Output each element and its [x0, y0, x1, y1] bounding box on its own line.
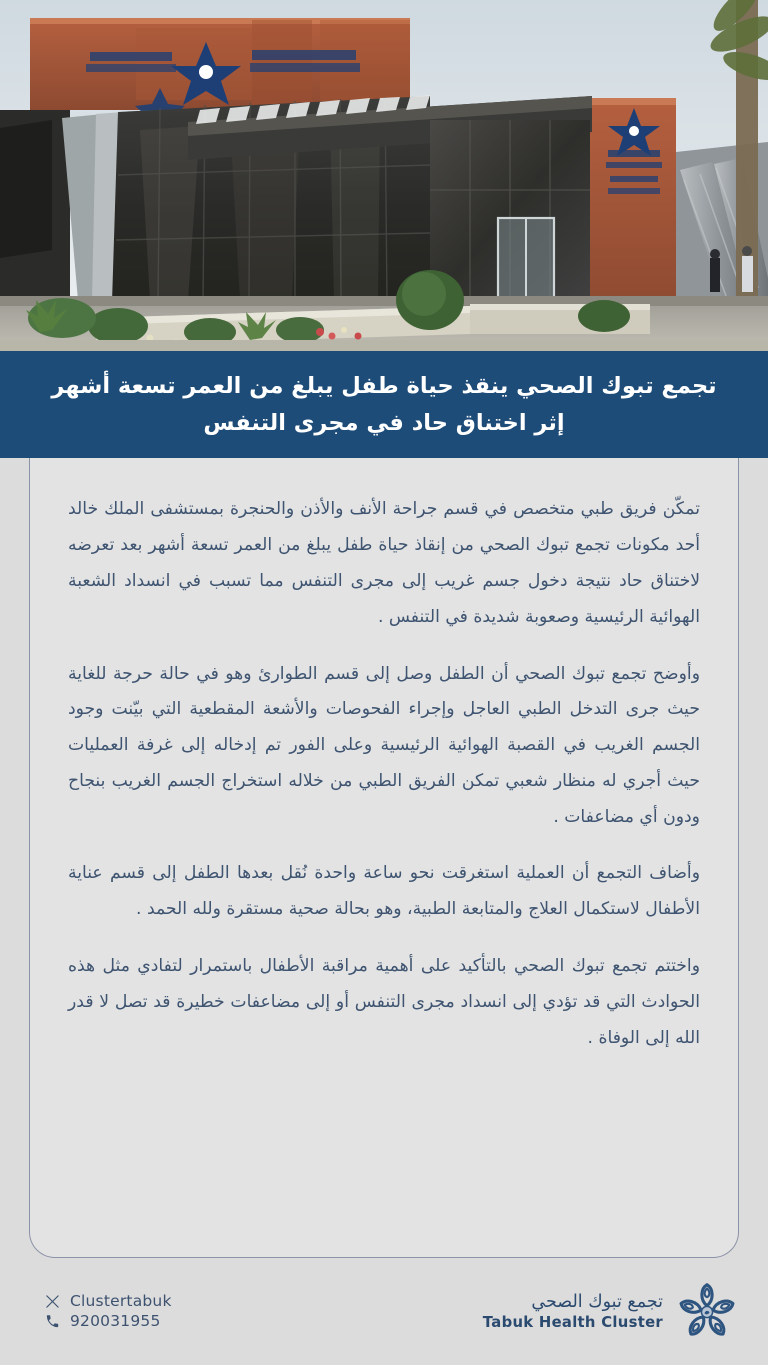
footer: [0, 1258, 768, 1365]
x-twitter-icon: [44, 1293, 61, 1310]
brand-lockup: [483, 1281, 738, 1343]
hospital-photo: [0, 0, 768, 351]
headline-line-2: إثر اختناق حاد في مجرى التنفس: [203, 409, 565, 436]
article-card-wrapper: [0, 458, 768, 1258]
hospital-photo-illustration: [0, 0, 768, 351]
article-paragraph: واختتم تجمع تبوك الصحي بالتأكيد على أهمية مراقبة الأطفال باستمرار لتفادي مثل هذه الحوادث التي قد تؤدي إلى انسداد مجرى التنفس أو إلى مضاعفات خطيرة قد تصل لا قدر الله إلى الوفاة .: [68, 955, 700, 1048]
article-paragraph: وأضاف التجمع أن العملية استغرقت نحو ساعة واحدة نُقل بعدها الطفل إلى قسم عناية الأطفال لاستكمال العلاج والمتابعة الطبية، وهو بحالة صحية مستقرة ولله الحمد .: [68, 863, 700, 920]
tabuk-health-cluster-star-logo: [676, 1281, 738, 1343]
article-paragraph: وأوضح تجمع تبوك الصحي أن الطفل وصل إلى قسم الطوارئ وهو في حالة حرجة للغاية حيث جرى التدخل الطبي العاجل وإجراء الفحوصات والأشعة المقطعية التي بيّنت وجود الجسم الغريب في القصبة الهوائية الرئيسية وعلى الفور تم إدخاله إلى غرفة العمليات حيث أجري له منظار شعبي تمكن الفريق الطبي من خلاله استخراج الجسم الغريب بنجاح ودون أي مضاعفات .: [68, 663, 700, 827]
social-contact-block: [44, 1293, 172, 1330]
phone-number-label: 920031955: [70, 1312, 161, 1331]
headline-banner: [0, 351, 768, 459]
social-handle-x[interactable]: [44, 1293, 172, 1310]
star-logo-shape: [676, 1281, 738, 1343]
x-handle-label: Clustertabuk: [70, 1292, 172, 1311]
article-body: [68, 492, 700, 1056]
headline-line-1: تجمع تبوك الصحي ينقذ حياة طفل يبلغ من العمر تسعة أشهر: [51, 373, 717, 400]
contact-phone[interactable]: [44, 1313, 172, 1330]
brand-name-arabic: تجمع تبوك الصحي: [531, 1291, 663, 1312]
article-card: [29, 458, 739, 1258]
phone-icon: [44, 1313, 61, 1330]
article-paragraph: تمكّن فريق طبي متخصص في قسم جراحة الأنف والأذن والحنجرة بمستشفى الملك خالد أحد مكونات تجمع تبوك الصحي من إنقاذ حياة طفل يبلغ من العمر تسعة أشهر بعد تعرضه لاختناق حاد نتيجة دخول جسم غريب إلى مجرى التنفس مما تسبب في انسداد الشعبة الهوائية الرئيسية وصعوبة شديدة في التنفس .: [68, 499, 700, 627]
brand-name-english: Tabuk Health Cluster: [482, 1314, 663, 1332]
brand-text: [483, 1291, 663, 1333]
page-title: [34, 368, 734, 441]
